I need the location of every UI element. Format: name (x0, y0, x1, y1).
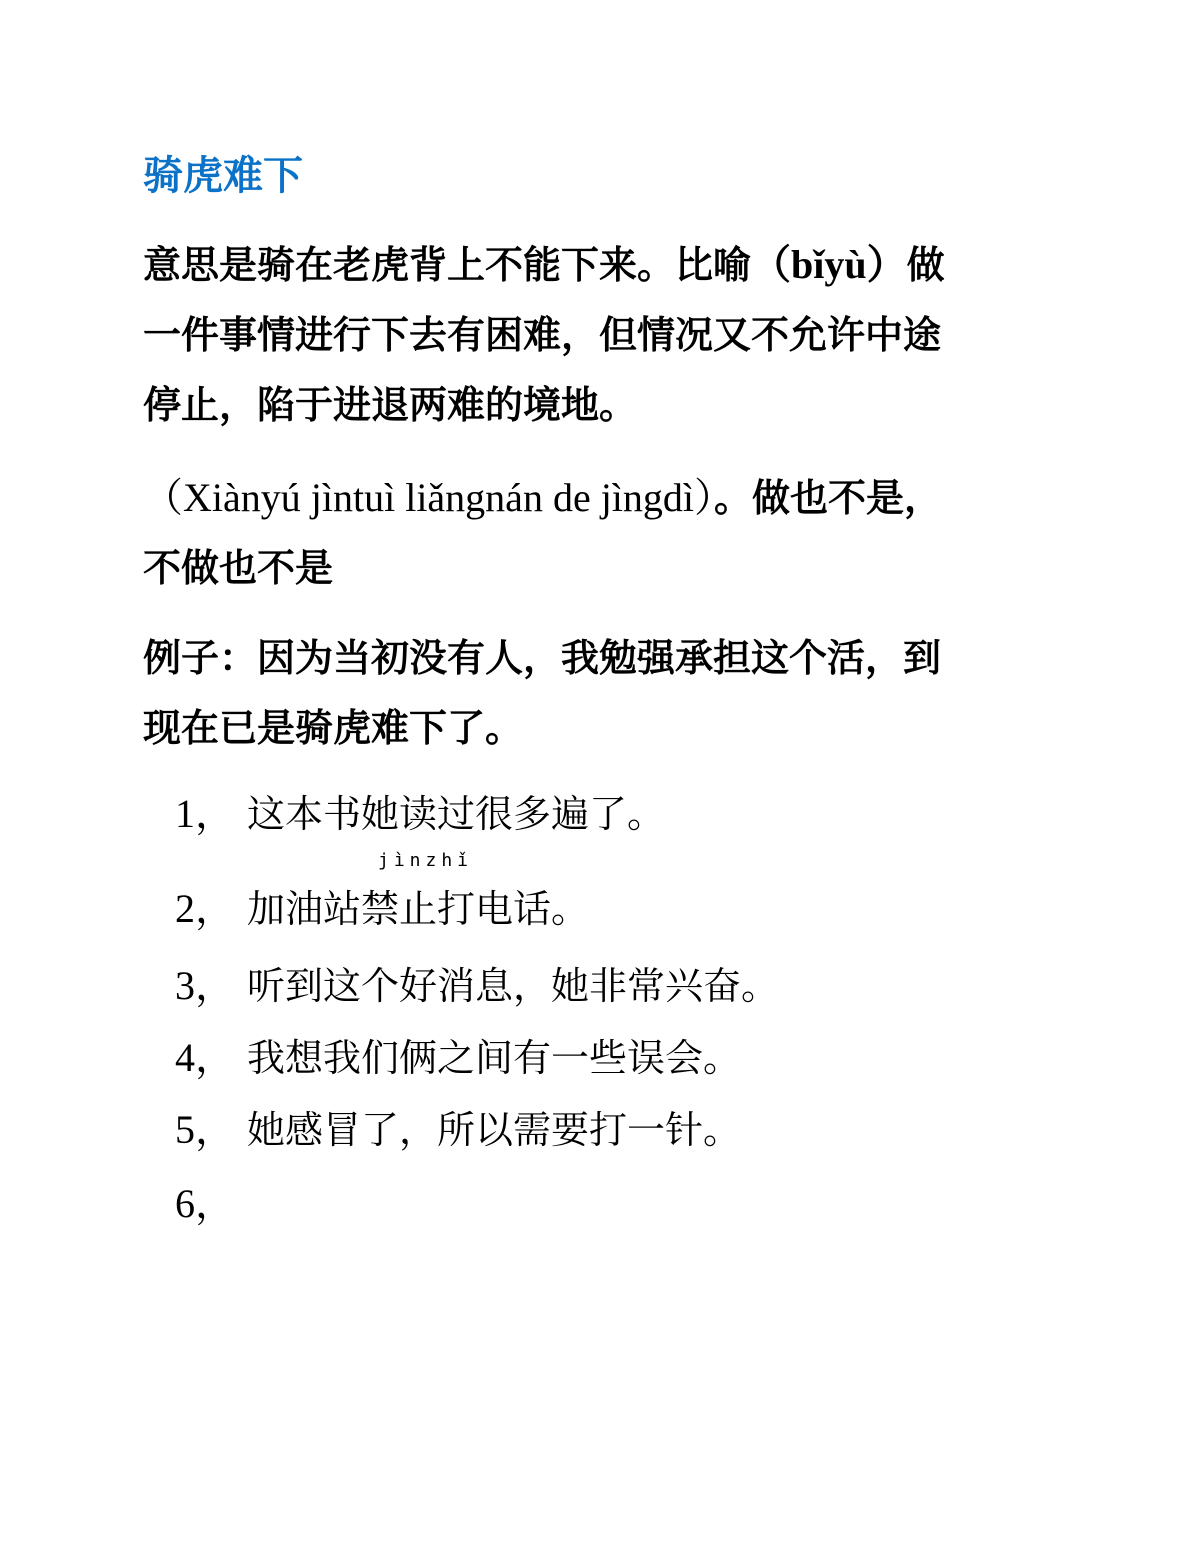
meaning-text: 意思是骑在老虎背上不能下来。比喻 (143, 243, 752, 287)
sentence-text: 我想我们俩之间有一些误会。 (247, 1036, 742, 1080)
explain-line-1 (143, 463, 942, 533)
sentence-text: 她感冒了，所以需要打一针。 (247, 1108, 742, 1152)
sentence-number: 4， (175, 1035, 235, 1080)
meaning-line-3: 停止，陷于进退两难的境地。 (143, 383, 638, 427)
example-line-1: 例子：因为当初没有人，我勉强承担这个活，到 (143, 636, 942, 680)
sentence-text: 加油站禁止打电话。 (247, 887, 590, 931)
pinyin-biyu: （bǐyù） (751, 242, 907, 287)
sentence-text: 听到这个好消息，她非常兴奋。 (247, 964, 780, 1008)
sentence-item (175, 885, 589, 933)
sentence-item (175, 1180, 247, 1228)
sentence-number: 2， (175, 886, 235, 931)
explain-text: 。做也不是， (714, 476, 943, 520)
pinyin-explanation: （Xiànyú jìntuì liǎngnán de jìngdì） (143, 475, 715, 520)
example-paragraph (143, 623, 941, 763)
meaning-line-1 (143, 230, 945, 300)
ruby-annotation: jìnzhǐ (378, 850, 474, 871)
explain-paragraph (143, 463, 942, 603)
meaning-paragraph (143, 230, 945, 440)
sentence-text: 这本书她读过很多遍了。 (247, 792, 666, 836)
meaning-text: 做 (906, 243, 945, 287)
sentence-number: 5， (175, 1107, 235, 1152)
sentence-item (175, 790, 665, 838)
sentence-number: 3， (175, 963, 235, 1008)
page-title: 骑虎难下 (143, 153, 303, 199)
sentence-item (175, 1034, 741, 1082)
explain-line-2: 不做也不是 (143, 546, 334, 590)
sentence-item (175, 1106, 741, 1154)
sentence-number: 6， (175, 1181, 235, 1226)
sentence-item (175, 962, 779, 1010)
meaning-line-2: 一件事情进行下去有困难，但情况又不允许中途 (143, 313, 942, 357)
example-line-2: 现在已是骑虎难下了。 (143, 706, 524, 750)
sentence-number: 1， (175, 791, 235, 836)
